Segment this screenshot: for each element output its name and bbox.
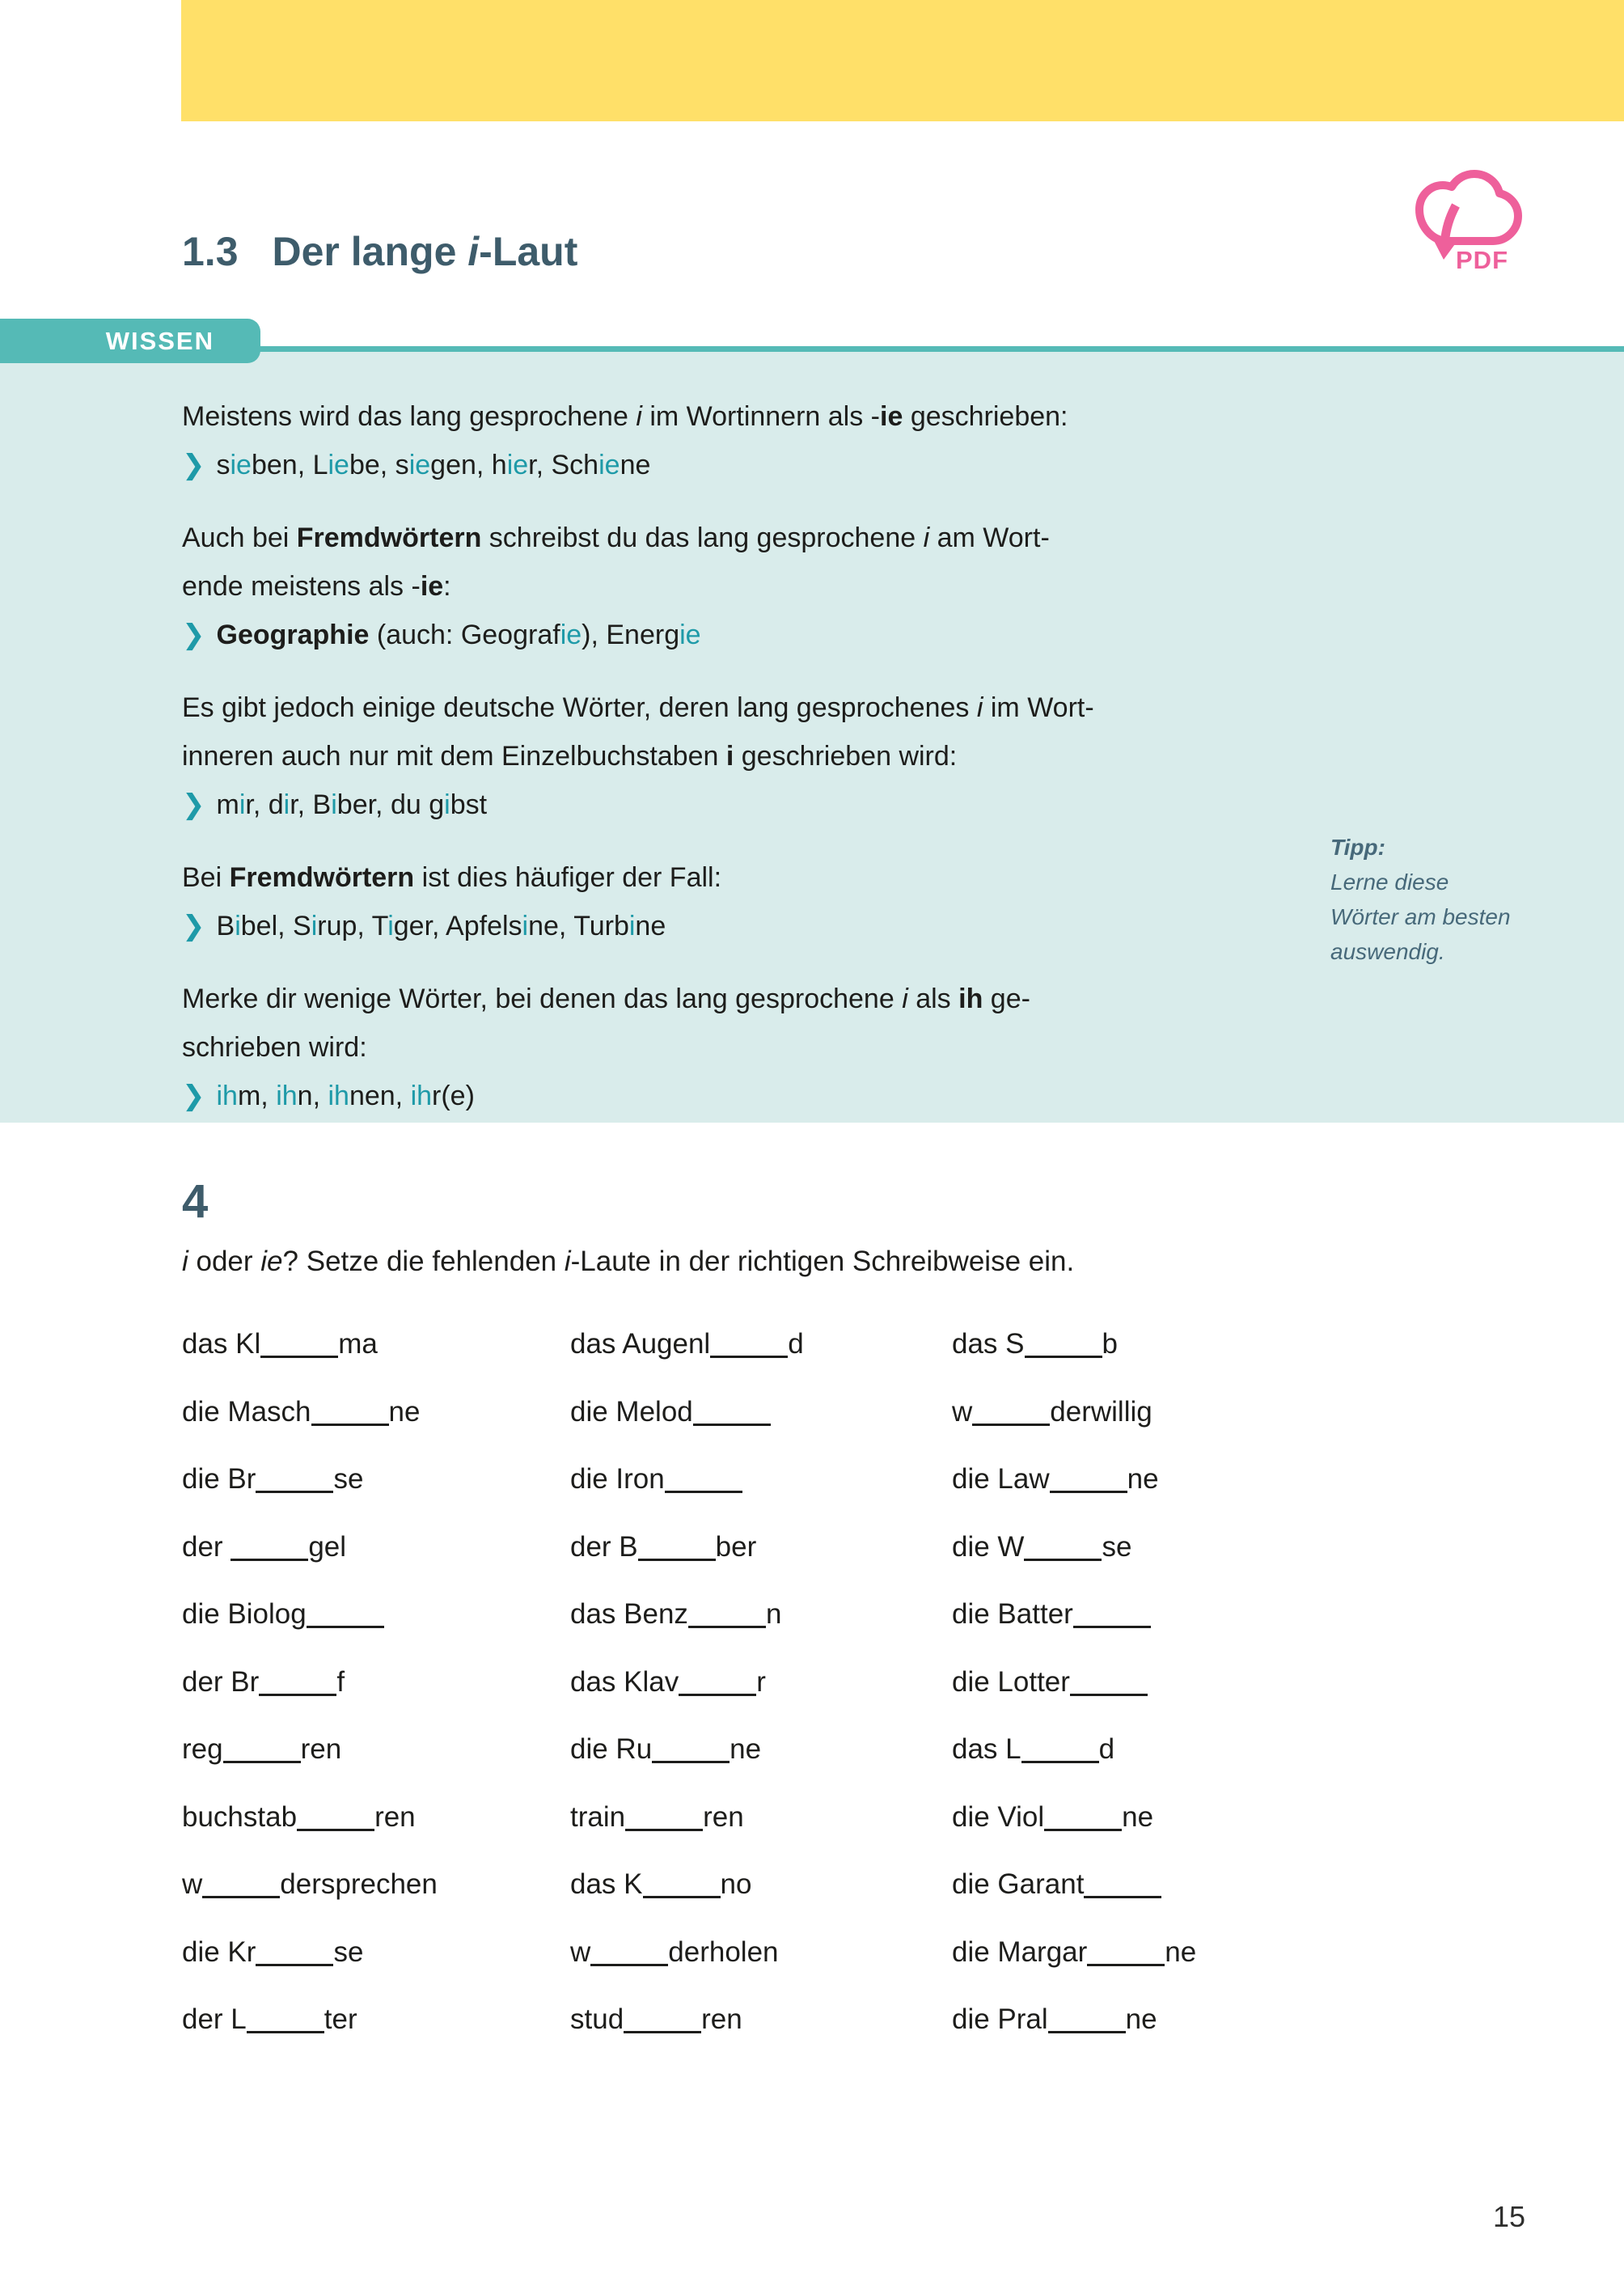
example-line	[182, 1072, 1317, 1120]
knowledge-paragraph	[182, 683, 1317, 781]
word-suffix: ren	[703, 1800, 744, 1833]
exercise-item	[570, 1716, 952, 1783]
exercise-item	[570, 1851, 952, 1919]
fill-in-blank	[230, 1559, 308, 1561]
text-segment: i	[239, 789, 246, 820]
text-segment: i	[564, 1246, 571, 1277]
word-suffix: b	[1102, 1328, 1118, 1360]
word-prefix: die Garant	[952, 1868, 1085, 1900]
exercise-item	[182, 1648, 570, 1716]
text-segment: Merke dir wenige Wörter, bei denen das lang gesprochene	[182, 984, 903, 1014]
exercise-item	[182, 1378, 570, 1446]
word-prefix: das S	[952, 1328, 1025, 1360]
word-prefix: die Batter	[952, 1598, 1073, 1630]
word-prefix: die Biolog	[182, 1598, 307, 1630]
text-segment: i	[976, 692, 983, 723]
exercise-word-grid	[182, 1310, 1445, 2054]
fill-in-blank	[256, 1491, 333, 1493]
text-segment: ie	[420, 571, 444, 602]
chevron-icon: ❯	[182, 450, 205, 480]
text-segment: ih	[276, 1081, 298, 1111]
text-segment: ist dies häufiger der Fall:	[414, 862, 722, 893]
word-prefix: buchstab	[182, 1800, 298, 1833]
exercise-column	[182, 1310, 570, 2054]
word-suffix: ma	[338, 1328, 378, 1360]
fill-in-blank	[693, 1424, 771, 1426]
fill-in-blank	[259, 1694, 336, 1696]
text-segment: ne, Turb	[528, 911, 629, 941]
word-suffix: f	[336, 1665, 345, 1698]
fill-in-blank	[202, 1896, 280, 1898]
text-segment: ie	[408, 450, 431, 480]
word-prefix: das Klav	[570, 1665, 679, 1698]
word-prefix: die W	[952, 1530, 1025, 1563]
text-segment: i	[902, 984, 908, 1014]
word-suffix: ter	[324, 2003, 357, 2035]
word-prefix: das K	[570, 1868, 643, 1900]
word-suffix: ne	[1127, 1463, 1159, 1495]
tip-line: Lerne diese	[1330, 869, 1449, 895]
text-segment: :	[443, 571, 451, 602]
exercise-column	[570, 1310, 952, 2054]
fill-in-blank	[1048, 2031, 1126, 2033]
exercise-item	[570, 1919, 952, 1986]
text-segment: (auch: Geograf	[369, 620, 560, 650]
word-prefix: die Law	[952, 1463, 1050, 1495]
fill-in-blank	[688, 1626, 766, 1628]
fill-in-blank	[1024, 1559, 1102, 1561]
text-segment: Auch bei	[182, 522, 297, 553]
text-segment: m	[216, 789, 239, 820]
fill-in-blank	[223, 1761, 301, 1763]
fill-in-blank	[1070, 1694, 1148, 1696]
section-heading	[182, 228, 577, 275]
text-segment: ger, Apfels	[393, 911, 522, 941]
word-prefix: die Br	[182, 1463, 256, 1495]
exercise-item	[570, 1310, 952, 1378]
fill-in-blank	[679, 1694, 756, 1696]
badge-rule-line	[243, 346, 1624, 352]
knowledge-paragraph	[182, 514, 1317, 611]
tip-line: auswendig.	[1330, 939, 1445, 964]
word-prefix: der Br	[182, 1665, 260, 1698]
text-segment: i	[387, 911, 394, 941]
text-segment: geschrieben wird:	[734, 741, 958, 772]
exercise-item	[182, 1851, 570, 1919]
text-segment: Der lange	[272, 229, 468, 274]
text-segment: -Laute in der richtigen Schreibweise ein.	[570, 1246, 1075, 1277]
fill-in-blank	[1073, 1626, 1151, 1628]
word-prefix: stud	[570, 2003, 624, 2035]
text-segment: -Laut	[479, 229, 578, 274]
fill-in-blank	[624, 2031, 701, 2033]
word-suffix: r	[756, 1665, 766, 1698]
text-segment: ie	[560, 620, 582, 650]
exercise-item	[952, 1445, 1445, 1513]
fill-in-blank	[665, 1491, 742, 1493]
word-suffix: d	[788, 1328, 804, 1360]
exercise-column	[952, 1310, 1445, 2054]
text-segment: schrieben wird:	[182, 1032, 367, 1063]
word-prefix: die Lotter	[952, 1665, 1070, 1698]
word-prefix: das Benz	[570, 1598, 688, 1630]
text-segment: bel, S	[240, 911, 311, 941]
text-segment: inneren auch nur mit dem Einzelbuchstaben	[182, 741, 726, 772]
top-color-band	[181, 0, 1624, 121]
text-segment: n,	[297, 1081, 328, 1111]
example-line	[182, 781, 1317, 829]
text-segment: ge-	[983, 984, 1030, 1014]
text-segment: i	[283, 789, 290, 820]
text-segment: i	[311, 911, 318, 941]
text-segment: oder	[188, 1246, 261, 1277]
word-suffix: n	[765, 1598, 782, 1630]
word-prefix: die Kr	[182, 1936, 256, 1968]
text-segment: im Wort-	[983, 692, 1094, 723]
text-segment: Fremdwörtern	[296, 522, 482, 553]
word-suffix: gel	[308, 1530, 347, 1563]
text-segment: Geographie	[216, 620, 370, 650]
text-segment: i	[331, 789, 337, 820]
text-segment: i	[444, 789, 450, 820]
word-prefix: die Margar	[952, 1936, 1088, 1968]
pdf-cloud-icon	[1409, 167, 1537, 280]
word-prefix: der	[182, 1530, 231, 1563]
text-segment: r, Sch	[528, 450, 599, 480]
text-segment: Meistens wird das lang gesprochene	[182, 401, 636, 432]
fill-in-blank	[1044, 1829, 1122, 1831]
example-line	[182, 441, 1317, 489]
exercise-item	[570, 1513, 952, 1581]
text-segment: i	[522, 911, 529, 941]
text-segment: Es gibt jedoch einige deutsche Wörter, deren lang gesprochenes	[182, 692, 977, 723]
text-segment: be, s	[349, 450, 409, 480]
text-segment: ie	[679, 620, 701, 650]
word-prefix: der B	[570, 1530, 638, 1563]
text-segment: i	[628, 911, 636, 941]
fill-in-blank	[260, 1356, 338, 1358]
fill-in-blank	[1087, 1964, 1165, 1966]
word-suffix: se	[333, 1936, 364, 1968]
fill-in-blank	[311, 1424, 389, 1426]
tip-title: Tipp:	[1330, 835, 1385, 860]
exercise-item	[952, 1648, 1445, 1716]
section-number: 1.3	[182, 229, 239, 274]
word-suffix: dersprechen	[280, 1868, 438, 1900]
chevron-icon: ❯	[182, 620, 205, 650]
word-prefix: w	[570, 1936, 591, 1968]
word-prefix: die Pral	[952, 2003, 1048, 2035]
wissen-badge	[0, 319, 260, 363]
text-segment: gen, h	[430, 450, 507, 480]
fill-in-blank	[643, 1896, 721, 1898]
exercise-item	[570, 1986, 952, 2054]
word-suffix: derholen	[668, 1936, 779, 1968]
exercise-item	[182, 1310, 570, 1378]
word-prefix: die Ru	[570, 1733, 653, 1765]
text-segment: ie	[880, 401, 903, 432]
text-segment: Fremdwörtern	[229, 862, 415, 893]
word-suffix: se	[333, 1463, 364, 1495]
text-segment: ber, du g	[336, 789, 445, 820]
text-segment: i	[725, 741, 734, 772]
exercise-item	[952, 1716, 1445, 1783]
word-prefix: die Masch	[182, 1395, 311, 1428]
page-number: 15	[1493, 2200, 1526, 2233]
text-segment: ende meistens als -	[182, 571, 421, 602]
word-suffix: ren	[300, 1733, 342, 1765]
text-segment: bst	[450, 789, 488, 820]
text-segment: schreibst du das lang gesprochene	[481, 522, 924, 553]
exercise-item	[952, 1783, 1445, 1851]
word-prefix: w	[952, 1395, 973, 1428]
text-segment: ie	[506, 450, 529, 480]
exercise-item	[182, 1919, 570, 1986]
text-segment: r, d	[245, 789, 284, 820]
example-line	[182, 611, 1317, 659]
text-segment: im Wortinnern als -	[641, 401, 881, 432]
fill-in-blank	[652, 1761, 730, 1763]
exercise-item	[182, 1580, 570, 1648]
fill-in-blank	[1084, 1896, 1161, 1898]
fill-in-blank	[1050, 1491, 1127, 1493]
exercise-item	[570, 1648, 952, 1716]
knowledge-box	[0, 352, 1624, 1123]
text-segment: ie	[598, 450, 620, 480]
text-segment: i	[235, 911, 241, 941]
chevron-icon: ❯	[182, 911, 205, 941]
text-segment: i	[467, 229, 480, 274]
text-segment: i	[636, 401, 642, 432]
word-prefix: w	[182, 1868, 203, 1900]
exercise-item	[182, 1716, 570, 1783]
fill-in-blank	[625, 1829, 703, 1831]
exercise-item	[952, 1919, 1445, 1986]
word-suffix: ne	[730, 1733, 762, 1765]
word-prefix: die Iron	[570, 1463, 665, 1495]
fill-in-blank	[256, 1964, 333, 1966]
example-line	[182, 902, 1317, 950]
text-segment: i	[923, 522, 930, 553]
word-suffix: ren	[374, 1800, 416, 1833]
section-title	[273, 228, 578, 275]
exercise-item	[570, 1580, 952, 1648]
text-segment: ie	[230, 450, 252, 480]
word-prefix: reg	[182, 1733, 223, 1765]
text-segment: B	[216, 911, 235, 941]
text-segment: ih	[410, 1081, 433, 1111]
tip-line: Wörter am besten	[1330, 904, 1511, 929]
exercise-item	[952, 1310, 1445, 1378]
text-segment: i	[182, 1246, 188, 1277]
text-segment: Bei	[182, 862, 230, 893]
word-prefix: der L	[182, 2003, 247, 2035]
word-prefix: die Melod	[570, 1395, 693, 1428]
wissen-badge-label: WISSEN	[105, 326, 214, 355]
text-segment: am Wort-	[929, 522, 1050, 553]
word-suffix: no	[720, 1868, 752, 1900]
exercise-item	[952, 1851, 1445, 1919]
word-prefix: das Augenl	[570, 1328, 711, 1360]
chevron-icon: ❯	[182, 1081, 205, 1111]
text-segment: ie	[260, 1246, 283, 1277]
exercise-item	[952, 1378, 1445, 1446]
word-suffix: ber	[715, 1530, 757, 1563]
knowledge-paragraph	[182, 975, 1317, 1072]
exercise-item	[182, 1986, 570, 2054]
exercise-item	[570, 1783, 952, 1851]
fill-in-blank	[638, 1559, 716, 1561]
word-prefix: das L	[952, 1733, 1021, 1765]
text-segment: ih	[958, 984, 983, 1014]
word-suffix: derwillig	[1050, 1395, 1152, 1428]
text-segment: ? Setze die fehlenden	[282, 1246, 565, 1277]
exercise-item	[570, 1378, 952, 1446]
fill-in-blank	[590, 1964, 668, 1966]
text-segment: ), Energ	[582, 620, 680, 650]
word-suffix: ren	[701, 2003, 742, 2035]
text-segment: r, B	[290, 789, 332, 820]
knowledge-paragraph	[182, 392, 1317, 441]
word-suffix: ne	[1122, 1800, 1154, 1833]
word-prefix: train	[570, 1800, 626, 1833]
word-prefix: die Viol	[952, 1800, 1045, 1833]
text-segment: ih	[328, 1081, 349, 1111]
fill-in-blank	[1021, 1761, 1099, 1763]
pdf-label: PDF	[1456, 246, 1508, 274]
text-segment: nen,	[349, 1081, 411, 1111]
text-segment: ne	[635, 911, 666, 941]
exercise-item	[952, 1580, 1445, 1648]
fill-in-blank	[710, 1356, 788, 1358]
text-segment: geschrieben:	[903, 401, 1068, 432]
exercise-number: 4	[182, 1175, 209, 1228]
fill-in-blank	[247, 2031, 324, 2033]
word-suffix: ne	[1125, 2003, 1157, 2035]
word-prefix: das Kl	[182, 1328, 261, 1360]
fill-in-blank	[297, 1829, 374, 1831]
exercise-item	[952, 1513, 1445, 1581]
word-suffix: d	[1098, 1733, 1115, 1765]
text-segment: s	[216, 450, 230, 480]
exercise-item	[182, 1513, 570, 1581]
exercise-item	[570, 1445, 952, 1513]
word-suffix: ne	[1165, 1936, 1197, 1968]
fill-in-blank	[307, 1626, 384, 1628]
exercise-item	[182, 1445, 570, 1513]
word-suffix: ne	[388, 1395, 421, 1428]
tip-sidebar	[1330, 830, 1573, 969]
chevron-icon: ❯	[182, 789, 205, 820]
exercise-instruction	[182, 1246, 1074, 1278]
text-segment: ih	[216, 1081, 238, 1111]
text-segment: rup, T	[317, 911, 388, 941]
text-segment: r(e)	[432, 1081, 475, 1111]
exercise-item	[952, 1986, 1445, 2054]
text-segment: ne	[620, 450, 651, 480]
text-segment: als	[907, 984, 959, 1014]
word-suffix: se	[1102, 1530, 1132, 1563]
fill-in-blank	[972, 1424, 1050, 1426]
text-segment: ie	[328, 450, 349, 480]
knowledge-paragraph	[182, 853, 1317, 902]
fill-in-blank	[1025, 1356, 1102, 1358]
exercise-item	[182, 1783, 570, 1851]
text-segment: ben, L	[251, 450, 328, 480]
text-segment: m,	[237, 1081, 277, 1111]
